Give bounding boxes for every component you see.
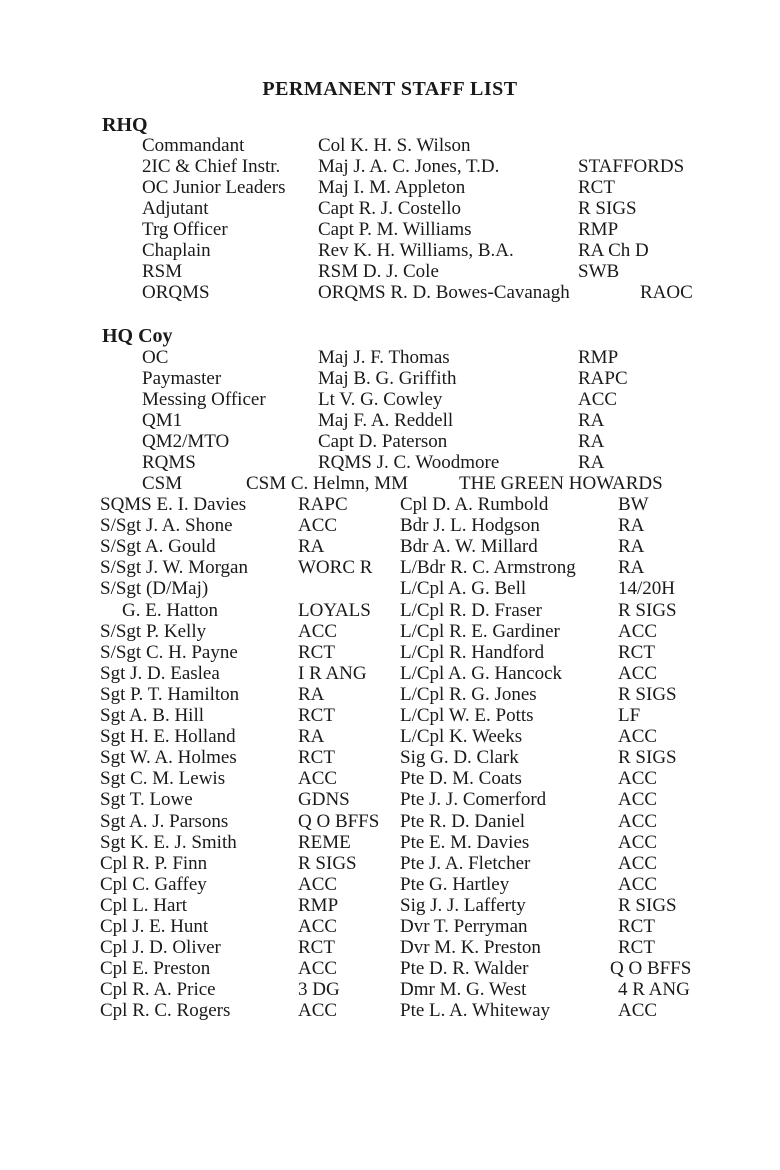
staff-row [0, 832, 780, 854]
right-unit: RCT [618, 641, 655, 663]
left-name: Cpl J. E. Hunt [100, 916, 209, 937]
right-unit: RA [618, 515, 645, 537]
right-name: Sig G. D. Clark [400, 747, 519, 769]
staff-row [0, 916, 780, 938]
right-unit: ACC [618, 873, 658, 895]
left-unit: 3 DG [298, 979, 340, 1001]
left-name: Sgt J. D. Easlea [100, 662, 220, 684]
left-name: Sgt A. J. Parsons [100, 810, 229, 832]
name: Maj J. A. C. Jones, T.D. [318, 156, 500, 177]
staff-row [0, 515, 780, 537]
staff-row [0, 874, 780, 896]
left-name: Sgt A. B. Hill [100, 705, 204, 726]
left-unit: I R ANG [298, 662, 367, 684]
right-unit: ACC [618, 1000, 658, 1022]
left-name: Cpl J. D. Oliver [100, 937, 221, 959]
staff-row [0, 536, 780, 558]
role: Messing Officer [142, 389, 266, 410]
rhq-row [0, 135, 780, 157]
unit: RA Ch D [578, 240, 649, 261]
right-unit: RCT [618, 937, 655, 959]
right-name: L/Cpl K. Weeks [400, 726, 523, 748]
right-name: Bdr A. W. Millard [400, 536, 538, 558]
right-unit: R SIGS [618, 683, 677, 705]
right-unit: ACC [618, 726, 658, 748]
staff-row [0, 705, 780, 727]
staff-row [0, 853, 780, 875]
right-name: Pte R. D. Daniel [400, 810, 526, 832]
unit: RCT [578, 177, 615, 198]
left-name: S/Sgt (D/Maj) [100, 578, 209, 600]
unit: STAFFORDS [578, 156, 685, 177]
unit: RAPC [578, 368, 628, 389]
right-unit: Q O BFFS [610, 958, 692, 980]
staff-row [0, 621, 780, 643]
right-name: Pte G. Hartley [400, 873, 510, 895]
staff-row [0, 979, 780, 1001]
csm-role: CSM [142, 473, 183, 494]
right-unit: ACC [618, 662, 658, 684]
staff-row [0, 600, 780, 622]
csm-row [0, 473, 780, 495]
left-name: Sgt W. A. Holmes [100, 747, 237, 769]
right-name: L/Cpl R. Handford [400, 641, 545, 663]
right-unit: R SIGS [618, 599, 677, 621]
right-name: Dvr M. K. Preston [400, 937, 541, 959]
rhq-row [0, 282, 780, 304]
left-unit: RAPC [298, 494, 348, 515]
right-name: L/Cpl R. G. Jones [400, 683, 537, 705]
left-name: Cpl E. Preston [100, 958, 211, 980]
role: Paymaster [142, 368, 222, 389]
right-unit: R SIGS [618, 894, 677, 916]
right-name: L/Cpl R. E. Gardiner [400, 620, 560, 642]
staff-row [0, 747, 780, 769]
right-unit: ACC [618, 810, 658, 832]
staff-row [0, 684, 780, 706]
staff-row [0, 642, 780, 664]
unit: RA [578, 452, 605, 473]
unit: RA [578, 410, 605, 431]
staff-row [0, 1000, 780, 1022]
left-name: Cpl R. C. Rogers [100, 1000, 231, 1022]
left-name: Cpl C. Gaffey [100, 873, 207, 895]
right-name: Pte J. A. Fletcher [400, 852, 531, 874]
right-name: Dvr T. Perryman [400, 916, 528, 937]
role: RQMS [142, 452, 196, 473]
rhq-heading: RHQ [102, 114, 148, 136]
role: Adjutant [142, 198, 209, 219]
right-name: Pte D. M. Coats [400, 768, 522, 790]
right-unit: 4 R ANG [618, 979, 690, 1001]
name: Lt V. G. Cowley [318, 389, 443, 410]
right-unit: R SIGS [618, 747, 677, 769]
right-name: L/Cpl A. G. Hancock [400, 662, 563, 684]
unit: RMP [578, 347, 619, 368]
right-name: L/Cpl W. E. Potts [400, 705, 534, 726]
left-unit: ACC [298, 873, 338, 895]
role: Trg Officer [142, 219, 228, 240]
rhq-row [0, 177, 780, 199]
left-name: S/Sgt C. H. Payne [100, 641, 238, 663]
role: QM1 [142, 410, 183, 431]
left-name: S/Sgt J. W. Morgan [100, 557, 248, 579]
right-name: Pte D. R. Walder [400, 958, 529, 980]
left-name: Sgt H. E. Holland [100, 726, 236, 748]
unit: SWB [578, 261, 620, 282]
left-unit: ACC [298, 1000, 338, 1022]
role: Chaplain [142, 240, 211, 261]
role: 2IC & Chief Instr. [142, 156, 281, 177]
hq-coy-row [0, 452, 780, 474]
right-name: Cpl D. A. Rumbold [400, 494, 549, 515]
unit: ACC [578, 389, 618, 410]
role: Commandant [142, 135, 245, 156]
right-unit: ACC [618, 768, 658, 790]
left-name: Cpl R. A. Price [100, 979, 216, 1001]
staff-row [0, 494, 780, 516]
left-unit: RCT [298, 705, 335, 726]
unit: RAOC [640, 282, 693, 303]
hq-coy-row [0, 410, 780, 432]
right-unit: RA [618, 557, 645, 579]
right-unit: 14/20H [618, 578, 675, 600]
name: Capt P. M. Williams [318, 219, 472, 240]
staff-row [0, 663, 780, 685]
rhq-row [0, 261, 780, 283]
name: RQMS J. C. Woodmore [318, 452, 500, 473]
left-name: Sgt T. Lowe [100, 789, 193, 811]
right-name: Dmr M. G. West [400, 979, 527, 1001]
right-unit: LF [618, 705, 641, 726]
staff-row [0, 557, 780, 579]
name: Capt R. J. Costello [318, 198, 462, 219]
left-unit: RA [298, 726, 325, 748]
staff-row [0, 958, 780, 980]
name: RSM D. J. Cole [318, 261, 439, 282]
left-unit: RCT [298, 641, 335, 663]
hq-coy-row [0, 431, 780, 453]
left-unit: R SIGS [298, 852, 357, 874]
rhq-row [0, 240, 780, 262]
name: Maj B. G. Griffith [318, 368, 457, 389]
left-name: Sgt K. E. J. Smith [100, 831, 237, 853]
staff-row [0, 789, 780, 811]
left-name: S/Sgt J. A. Shone [100, 515, 233, 537]
unit: RMP [578, 219, 619, 240]
rhq-row [0, 156, 780, 178]
left-unit: RMP [298, 894, 339, 916]
left-unit: ACC [298, 620, 338, 642]
right-name: Bdr J. L. Hodgson [400, 515, 540, 537]
left-unit: REME [298, 831, 351, 853]
name: Maj J. F. Thomas [318, 347, 450, 368]
left-name: Cpl L. Hart [100, 894, 188, 916]
right-unit: RCT [618, 916, 655, 937]
left-unit: RA [298, 536, 325, 558]
rhq-row [0, 219, 780, 241]
left-unit: RA [298, 683, 325, 705]
right-name: L/Cpl R. D. Fraser [400, 599, 542, 621]
right-unit: ACC [618, 620, 658, 642]
page-title: PERMANENT STAFF LIST [262, 78, 518, 100]
right-unit: BW [618, 494, 649, 515]
name: Maj I. M. Appleton [318, 177, 466, 198]
name: Col K. H. S. Wilson [318, 135, 471, 156]
right-name: L/Cpl A. G. Bell [400, 578, 527, 600]
hq-coy-row [0, 389, 780, 411]
left-name: S/Sgt P. Kelly [100, 620, 207, 642]
staff-row [0, 768, 780, 790]
left-name: Sgt P. T. Hamilton [100, 683, 240, 705]
staff-row [0, 895, 780, 917]
hq-coy-row [0, 368, 780, 390]
role: OC [142, 347, 169, 368]
unit: RA [578, 431, 605, 452]
right-name: L/Bdr R. C. Armstrong [400, 557, 576, 579]
right-name: Sig J. J. Lafferty [400, 894, 526, 916]
left-unit: RCT [298, 937, 335, 959]
role: OC Junior Leaders [142, 177, 286, 198]
right-unit: ACC [618, 852, 658, 874]
role: QM2/MTO [142, 431, 230, 452]
name: ORQMS R. D. Bowes-Cavanagh [318, 282, 570, 303]
right-name: Pte J. J. Comerford [400, 789, 547, 811]
left-name: G. E. Hatton [122, 599, 219, 621]
left-unit: GDNS [298, 789, 350, 811]
csm-unit: THE GREEN HOWARDS [459, 473, 663, 494]
left-name: Sgt C. M. Lewis [100, 768, 226, 790]
right-unit: RA [618, 536, 645, 558]
staff-row [0, 726, 780, 748]
name: Capt D. Paterson [318, 431, 448, 452]
csm-name: CSM C. Helmn, MM [246, 473, 409, 494]
left-unit: ACC [298, 916, 338, 937]
unit: R SIGS [578, 198, 637, 219]
role: ORQMS [142, 282, 210, 303]
staff-row [0, 937, 780, 959]
left-unit: ACC [298, 515, 338, 537]
role: RSM [142, 261, 183, 282]
left-unit: ACC [298, 958, 338, 980]
right-unit: ACC [618, 831, 658, 853]
right-unit: ACC [618, 789, 658, 811]
left-unit: Q O BFFS [298, 810, 380, 832]
left-name: SQMS E. I. Davies [100, 494, 247, 515]
name: Maj F. A. Reddell [318, 410, 454, 431]
staff-row [0, 578, 780, 600]
rhq-row [0, 198, 780, 220]
name: Rev K. H. Williams, B.A. [318, 240, 514, 261]
hq-coy-heading: HQ Coy [102, 325, 173, 347]
left-name: Cpl R. P. Finn [100, 852, 208, 874]
hq-coy-row [0, 347, 780, 369]
left-unit: ACC [298, 768, 338, 790]
right-name: Pte E. M. Davies [400, 831, 530, 853]
left-unit: LOYALS [298, 599, 371, 621]
staff-row [0, 811, 780, 833]
right-name: Pte L. A. Whiteway [400, 1000, 551, 1022]
left-name: S/Sgt A. Gould [100, 536, 216, 558]
left-unit: RCT [298, 747, 335, 769]
left-unit: WORC R [298, 557, 373, 579]
